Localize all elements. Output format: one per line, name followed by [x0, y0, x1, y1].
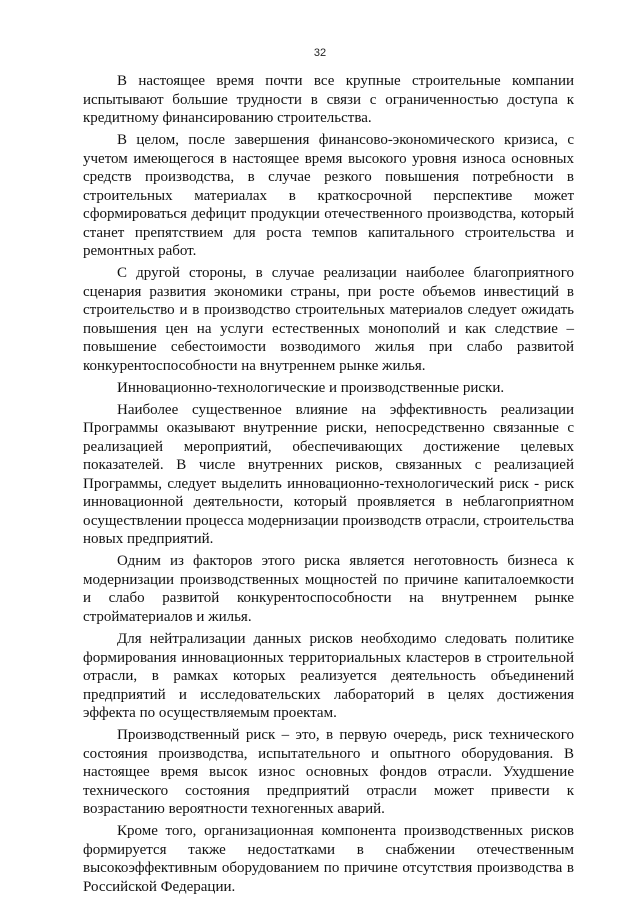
paragraph-2: В целом, после завершения финансово-экономического кризиса, с учетом имеющегося в настоящее время высокого уровня износа основных средств производства, в случае резкого повышения потребности в строительных материалах в краткосрочной перспективе может сформироваться дефицит продукции отечественного производства, который станет препятствием для роста темпов капитального строительства и ремонтных работ. [83, 132, 574, 260]
body-text [83, 72, 574, 900]
page-number: 32 [313, 47, 327, 59]
paragraph-1: В настоящее время почти все крупные строительные компании испытывают большие трудности в связи с ограниченностью доступа к кредитному финансированию строительства. [83, 73, 574, 126]
paragraph-7: Для нейтрализации данных рисков необходимо следовать политике формирования инновационных территориальных кластеров в строительной отрасли, в рамках которых реализуется деятельность объединений предприятий и исследовательских лабораторий в целях достижения эффекта по осуществляемым проектам. [83, 631, 574, 722]
paragraph-3: С другой стороны, в случае реализации наиболее благоприятного сценария развития экономики страны, при росте объемов инвестиций в строительство и в производство строительных материалов следует ожидать повышения цен на услуги естественных монополий и как следствие – повышение себестоимости возводимого жилья при слабо развитой конкурентоспособности на внутреннем рынке жилья. [83, 265, 574, 374]
paragraph-9: Кроме того, организационная компонента производственных рисков формируется также недостатками в снабжении отечественным высокоэффективным оборудованием по причине отсутствия производства в Российской Федерации. [83, 823, 574, 895]
paragraph-5: Наиболее существенное влияние на эффективность реализации Программы оказывают внутренние риски, непосредственно связанные с реализацией мероприятий, обеспечивающих достижение целевых показателей. В числе внутренних рисков, связанных с реализацией Программы, следует выделить инновационно-технологический риск - риск инновационной деятельности, который проявляется в неблагоприятном осуществлении процесса модернизации производств отрасли, строительства новых предприятий. [83, 401, 574, 548]
paragraph-6: Одним из факторов этого риска является неготовность бизнеса к модернизации производственных мощностей по причине капиталоемкости и слабо развитой конкурентоспособности на внутреннем рынке стройматериалов и жилья. [83, 553, 574, 625]
paragraph-8: Производственный риск – это, в первую очередь, риск технического состояния производства, испытательного и опытного оборудования. В настоящее время высок износ основных фондов отрасли. Ухудшение технического состояния предприятий отрасли может привести к возрастанию вероятности техногенных аварий. [83, 727, 574, 818]
section-heading-risks: Инновационно-технологические и производственные риски. [117, 379, 505, 396]
